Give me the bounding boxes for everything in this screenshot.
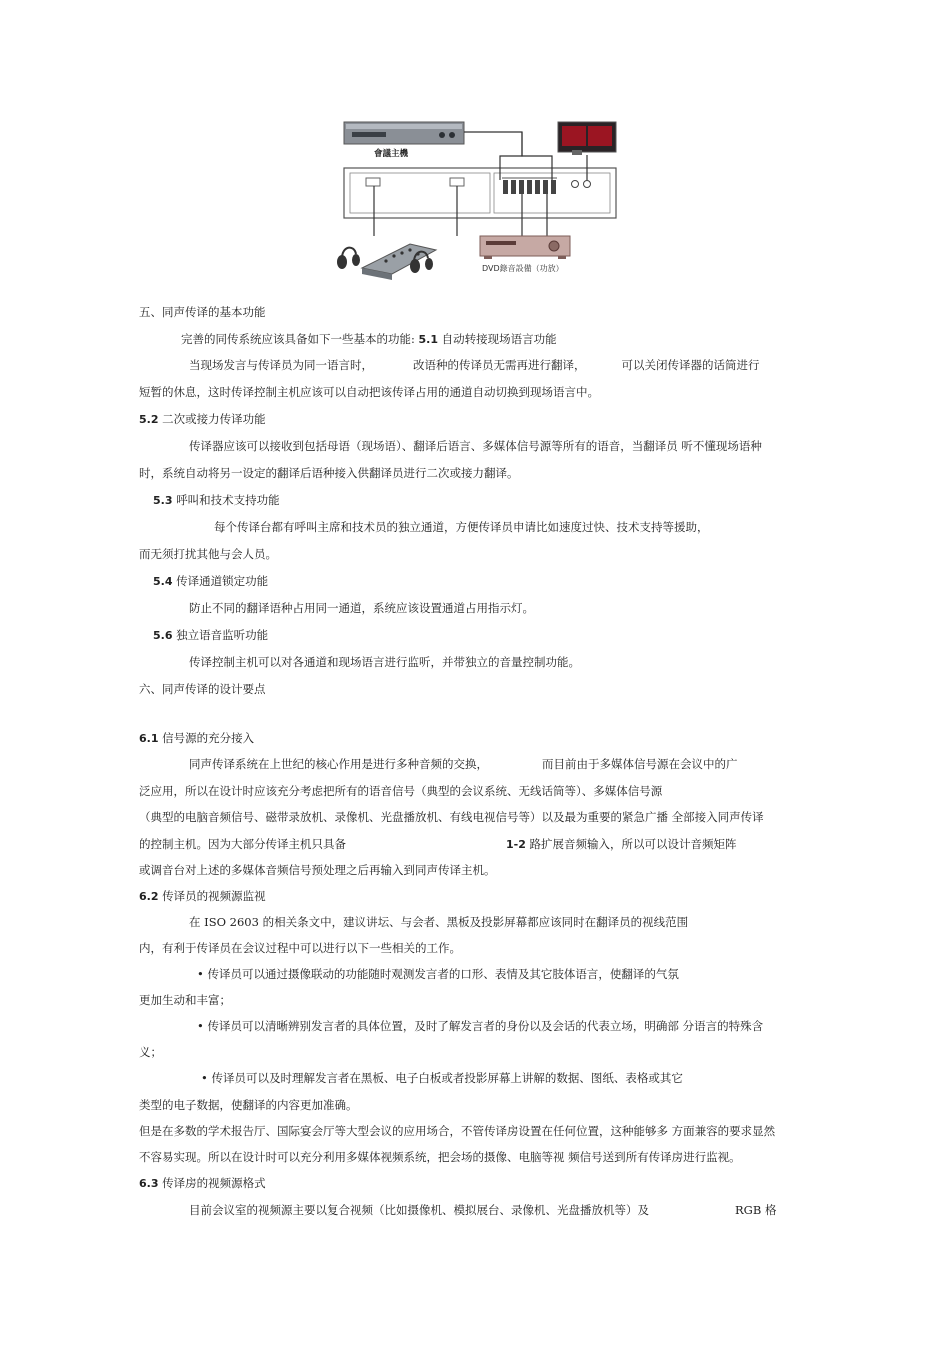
text-run: 同声传译系统在上世纪的核心作用是进行多种音频的交换， [189,757,488,771]
section-5-2-heading [139,411,266,428]
text-run: 当现场发言与传译员为同一语言时， [189,358,373,372]
section-number: 5.6 [153,629,173,642]
section-number: 6.1 [139,732,159,745]
section-title: 二次或接力传译功能 [158,412,266,426]
paragraph-5-6: 传译控制主机可以对各通道和现场语言进行监听，并带独立的音量控制功能。 [189,655,580,669]
text-run: 改语种的传译员无需再进行翻译， [413,358,586,372]
section-title: 传译员的视频源监视 [158,889,266,903]
paragraph-6-1-line-1 [189,756,738,772]
text-run: 可以关闭传译器的话筒进行 [621,358,760,372]
section-6-2-heading [139,888,266,905]
section-title: 信号源的充分接入 [158,731,255,745]
text-run: 路扩展音频输入，所以可以设计音频矩阵 [525,837,737,851]
section-6-heading: 六、同声传译的设计要点 [139,682,266,696]
bullet-1-line-2: 更加生动和丰富； [139,993,231,1007]
interpreter-room-outline [344,168,616,218]
section-5-4-heading [153,573,268,590]
paragraph-5-1-line-2: 短暂的休息，这时传译控制主机应该可以自动把该传译占用的通道自动切换到现场语言中。 [139,385,599,399]
section-number: 5.4 [153,575,173,588]
section-number: 6.3 [139,1177,159,1190]
interpreter-display-panel [558,122,616,155]
section-number: 5.3 [153,494,173,507]
paragraph-6-2b-line-2: 不容易实现。所以在设计时可以充分利用多媒体视频系统，把会场的摄像、电脑等视 频信号送到所有传译房进行监视。 [139,1150,741,1164]
paragraph-5-2-line-1: 传译器应该可以接收到包括母语（现场语）、翻译后语言、多媒体信号源等所有的语音，当翻译员 听不懂现场语种 [189,439,762,453]
paragraph-6-1-line-3: （典型的电脑音频信号、磁带录放机、录像机、光盘播放机、有线电视信号等）以及最为重要的紧急广播 全部接入同声传译 [139,810,764,824]
intro-title: 自动转接现场语言功能 [438,332,557,346]
text-run: RGB 格 [735,1203,777,1217]
intro-text: 完善的同传系统应该具备如下一些基本的功能: [181,332,419,346]
bullet-2-line-1: • 传译员可以清晰辨别发言者的具体位置，及时了解发言者的身份以及会话的代表立场，明确部 分语言的特殊含 [197,1019,764,1033]
section-title: 传译房的视频源格式 [158,1176,266,1190]
paragraph-5-3-line-2: 而无须打扰其他与会人员。 [139,547,277,561]
host-label: 會議主機 [374,149,409,159]
bullet-1-line-1: • 传译员可以通过摄像联动的功能随时观测发言者的口形、表情及其它肢体语言，使翻译的气氛 [197,967,679,981]
paragraph-5-4: 防止不同的翻译语种占用同一通道，系统应该设置通道占用指示灯。 [189,601,534,615]
paragraph-6-2b-line-1: 但是在多数的学术报告厅、国际宴会厅等大型会议的应用场合，不管传译房设置在任何位置，这种能够多 方面兼容的要求显然 [139,1124,776,1138]
section-title: 独立语音监听功能 [172,628,269,642]
text-run: 而目前由于多媒体信号源在会议中的广 [542,757,738,771]
system-diagram [322,118,622,288]
section-title: 呼叫和技术支持功能 [172,493,280,507]
section-number: 5.2 [139,413,159,426]
paragraph-5-2-line-2: 时，系统自动将另一设定的翻译后语种接入供翻译员进行二次或接力翻译。 [139,466,519,480]
paragraph-5-1-line-1 [189,357,760,373]
text-run: 的控制主机。因为大部分传译主机只具备 [139,837,346,851]
paragraph-6-1-line-2: 泛应用，所以在设计时应该充分考虑把所有的语音信号（典型的会议系统、无线话筒等）、多媒体信号源 [139,784,663,798]
section-6-3-heading [139,1175,266,1192]
channel-count: 1-2 [506,838,526,851]
dvd-label: DVD錄音設備（功放） [482,264,564,273]
bullet-2-line-2: 义； [139,1045,162,1059]
section-5-3-heading [153,492,280,509]
section-5-6-heading [153,627,268,644]
section-title: 传译通道锁定功能 [172,574,269,588]
paragraph-5-3-line-1: 每个传译台都有呼叫主席和技术员的独立通道，方便传译员申请比如速度过快、技术支持等援助， [214,520,709,534]
dvd-recorder [480,236,570,259]
section-5-intro [181,331,557,348]
conference-host-unit [344,122,464,144]
section-6-1-heading [139,730,254,747]
section-number: 6.2 [139,890,159,903]
section-5-heading: 五、同声传译的基本功能 [139,305,266,319]
paragraph-6-2-line-1: 在 ISO 2603 的相关条文中，建议讲坛、与会者、黑板及投影屏幕都应该同时在翻译员的视线范围 [189,915,689,929]
paragraph-6-1-line-4 [139,836,737,853]
interpreter-console [337,244,436,280]
paragraph-6-2-line-2: 内，有利于传译员在会议过程中可以进行以下一些相关的工作。 [139,941,461,955]
text-run: 目前会议室的视频源主要以复合视频（比如摄像机、模拟展台、录像机、光盘播放机等）及 [189,1203,649,1217]
paragraph-6-3-line-1 [189,1202,776,1218]
intro-number: 5.1 [418,333,439,346]
bullet-3-line-2: 类型的电子数据，使翻译的内容更加准确。 [139,1098,358,1112]
paragraph-6-1-line-5: 或调音台对上述的多媒体音频信号预处理之后再输入到同声传译主机。 [139,863,496,877]
bullet-3-line-1: • 传译员可以及时理解发言者在黑板、电子白板或者投影屏幕上讲解的数据、图纸、表格或其它 [201,1071,683,1085]
